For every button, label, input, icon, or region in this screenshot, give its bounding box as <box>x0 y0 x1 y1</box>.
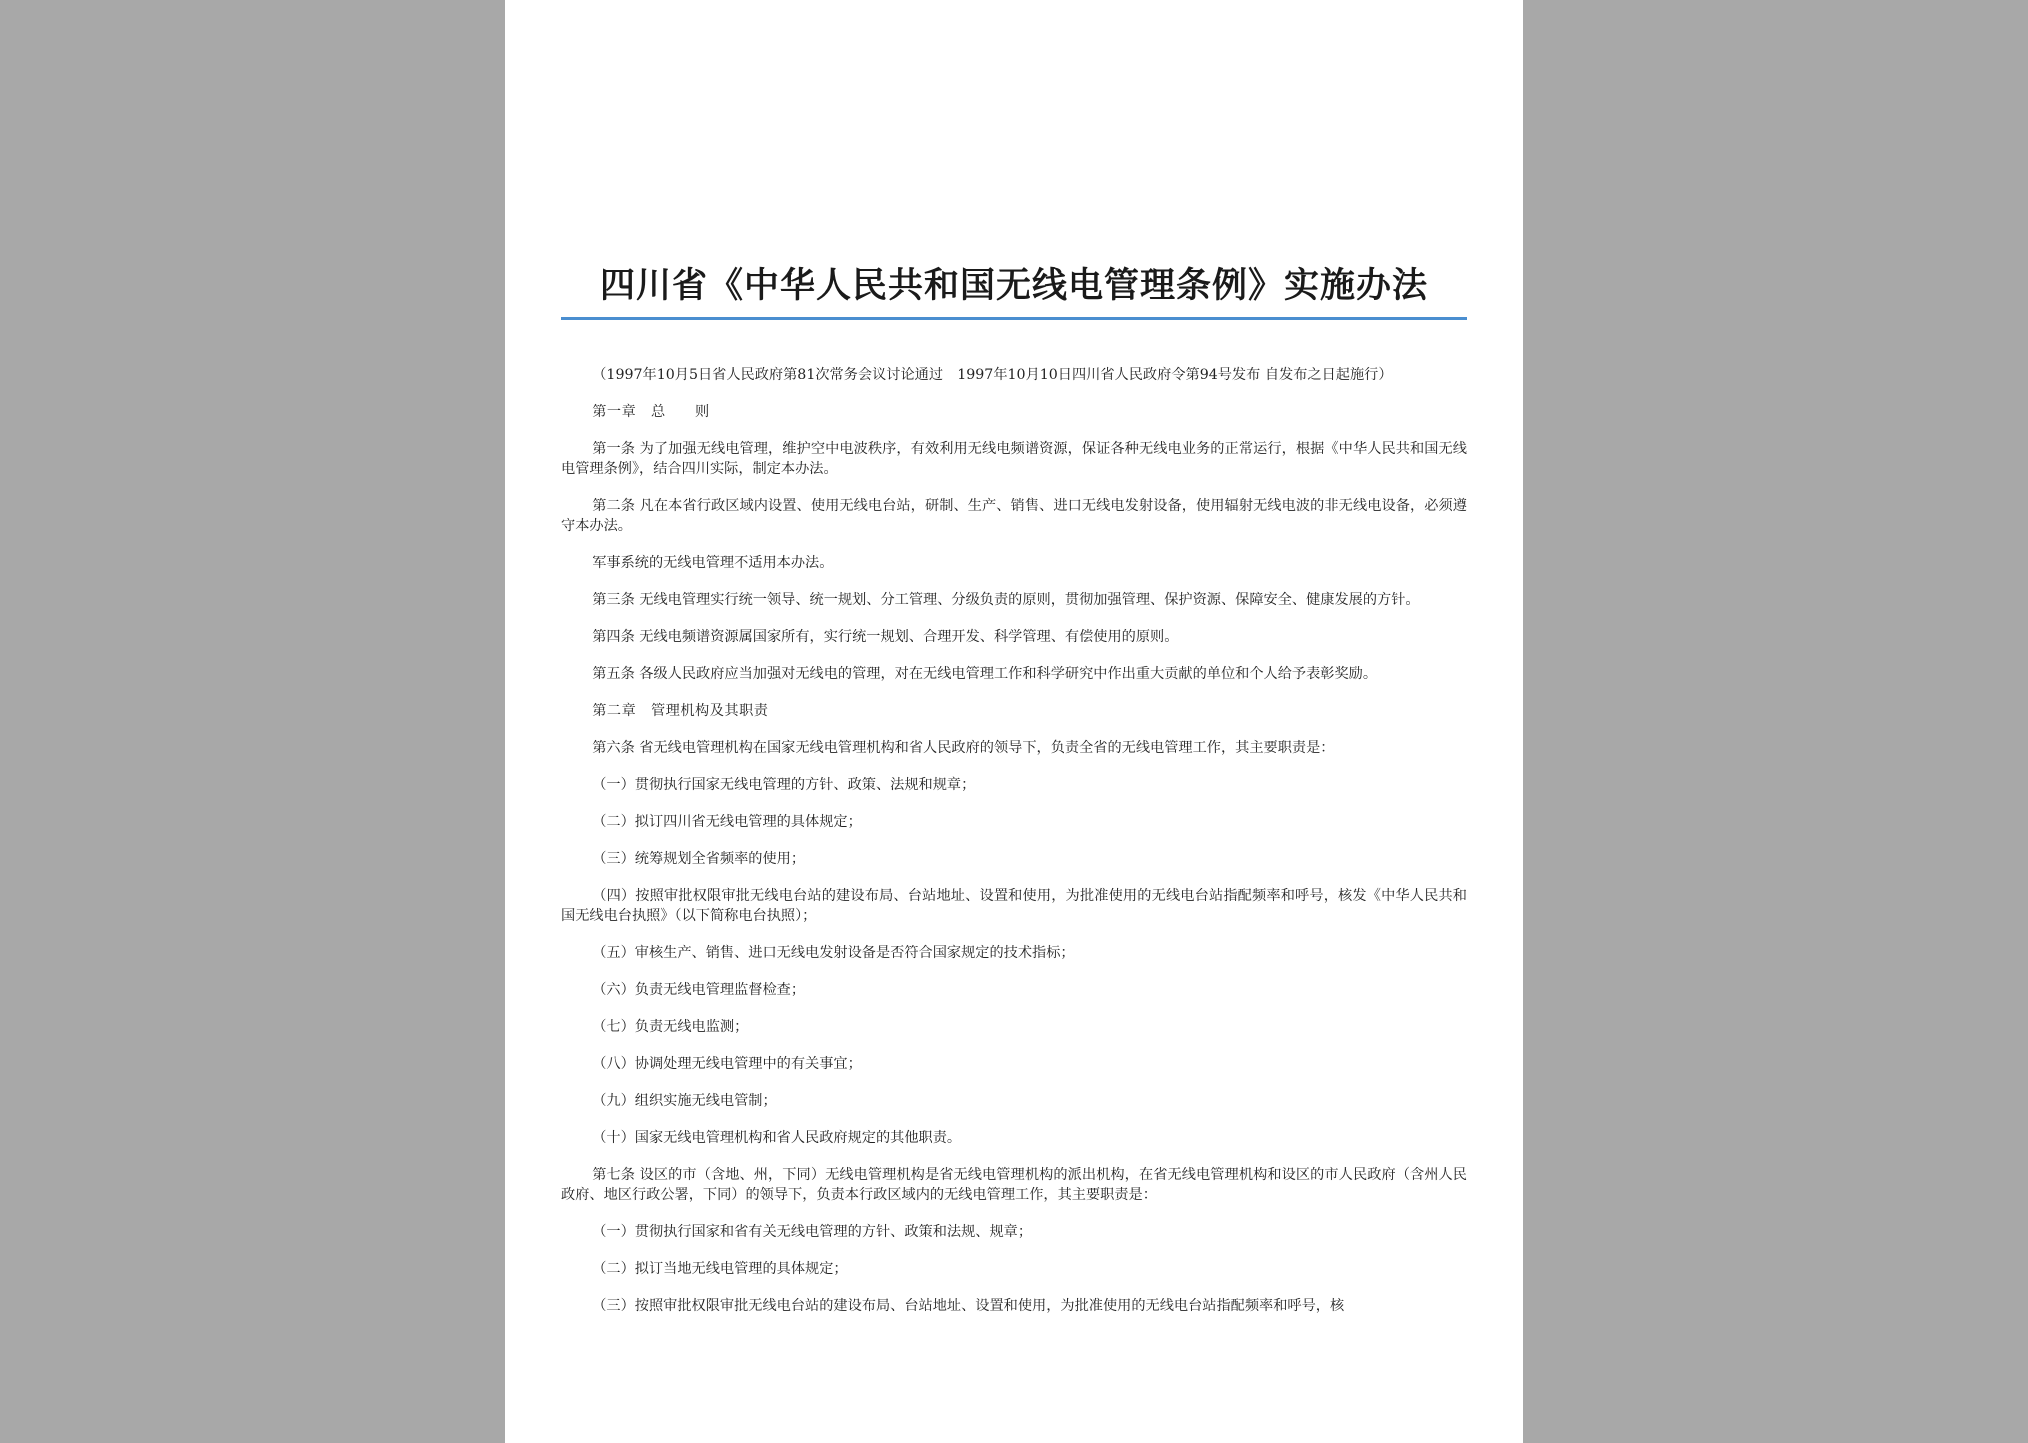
document-page <box>505 0 1523 1443</box>
list-item: （五）审核生产、销售、进口无线电发射设备是否符合国家规定的技术指标； <box>592 945 1075 961</box>
list-item: （四）按照审批权限审批无线电台站的建设布局、台站地址、设置和使用，为批准使用的无线电台站指配频率和呼号，核发《中华人民共和国无线电台执照》（以下简称电台执照）； <box>561 888 1467 924</box>
adoption-note: （1997年10月5日省人民政府第81次常务会议讨论通过 1997年10月10日四川省人民政府令第94号发布 自发布之日起施行） <box>592 367 1393 383</box>
list-item: （三）统筹规划全省频率的使用； <box>592 851 806 867</box>
list-item: （十）国家无线电管理机构和省人民政府规定的其他职责。 <box>592 1130 962 1146</box>
document-body <box>561 365 1467 1333</box>
article-paragraph: 第三条 无线电管理实行统一领导、统一规划、分工管理、分级负责的原则，贯彻加强管理、保护资源、保障安全、健康发展的方针。 <box>592 592 1420 608</box>
list-item: （七）负责无线电监测； <box>592 1019 749 1035</box>
list-item: （一）贯彻执行国家和省有关无线电管理的方针、政策和法规、规章； <box>592 1224 1033 1240</box>
list-item: （一）贯彻执行国家无线电管理的方针、政策、法规和规章； <box>592 777 976 793</box>
list-item: （三）按照审批权限审批无线电台站的建设布局、台站地址、设置和使用，为批准使用的无线电台站指配频率和呼号，核 <box>592 1298 1345 1314</box>
article-paragraph: 军事系统的无线电管理不适用本办法。 <box>592 555 834 571</box>
chapter-heading: 第二章 管理机构及其职责 <box>592 703 769 719</box>
article-paragraph: 第四条 无线电频谱资源属国家所有，实行统一规划、合理开发、科学管理、有偿使用的原则。 <box>592 629 1179 645</box>
chapter-heading: 第一章 总 则 <box>592 404 710 420</box>
article-paragraph: 第五条 各级人民政府应当加强对无线电的管理，对在无线电管理工作和科学研究中作出重大贡献的单位和个人给予表彰奖励。 <box>592 666 1378 682</box>
document-title: 四川省《中华人民共和国无线电管理条例》实施办法 <box>599 265 1428 306</box>
article-paragraph: 第七条 设区的市（含地、州，下同）无线电管理机构是省无线电管理机构的派出机构，在省无线电管理机构和设区的市人民政府（含州人民政府、地区行政公署，下同）的领导下，负责本行政区域内的无线电管理工作，其主要职责是： <box>561 1167 1467 1203</box>
article-paragraph: 第六条 省无线电管理机构在国家无线电管理机构和省人民政府的领导下，负责全省的无线电管理工作，其主要职责是： <box>592 740 1335 756</box>
list-item: （九）组织实施无线电管制； <box>592 1093 777 1109</box>
list-item: （二）拟订四川省无线电管理的具体规定； <box>592 814 862 830</box>
article-paragraph: 第一条 为了加强无线电管理，维护空中电波秩序，有效利用无线电频谱资源，保证各种无线电业务的正常运行，根据《中华人民共和国无线电管理条例》，结合四川实际，制定本办法。 <box>561 441 1467 477</box>
list-item: （六）负责无线电管理监督检查； <box>592 982 806 998</box>
list-item: （二）拟订当地无线电管理的具体规定； <box>592 1261 848 1277</box>
title-block <box>561 258 1467 320</box>
title-underline <box>561 317 1467 320</box>
list-item: （八）协调处理无线电管理中的有关事宜； <box>592 1056 862 1072</box>
article-paragraph: 第二条 凡在本省行政区域内设置、使用无线电台站，研制、生产、销售、进口无线电发射设备，使用辐射无线电波的非无线电设备，必须遵守本办法。 <box>561 498 1467 534</box>
